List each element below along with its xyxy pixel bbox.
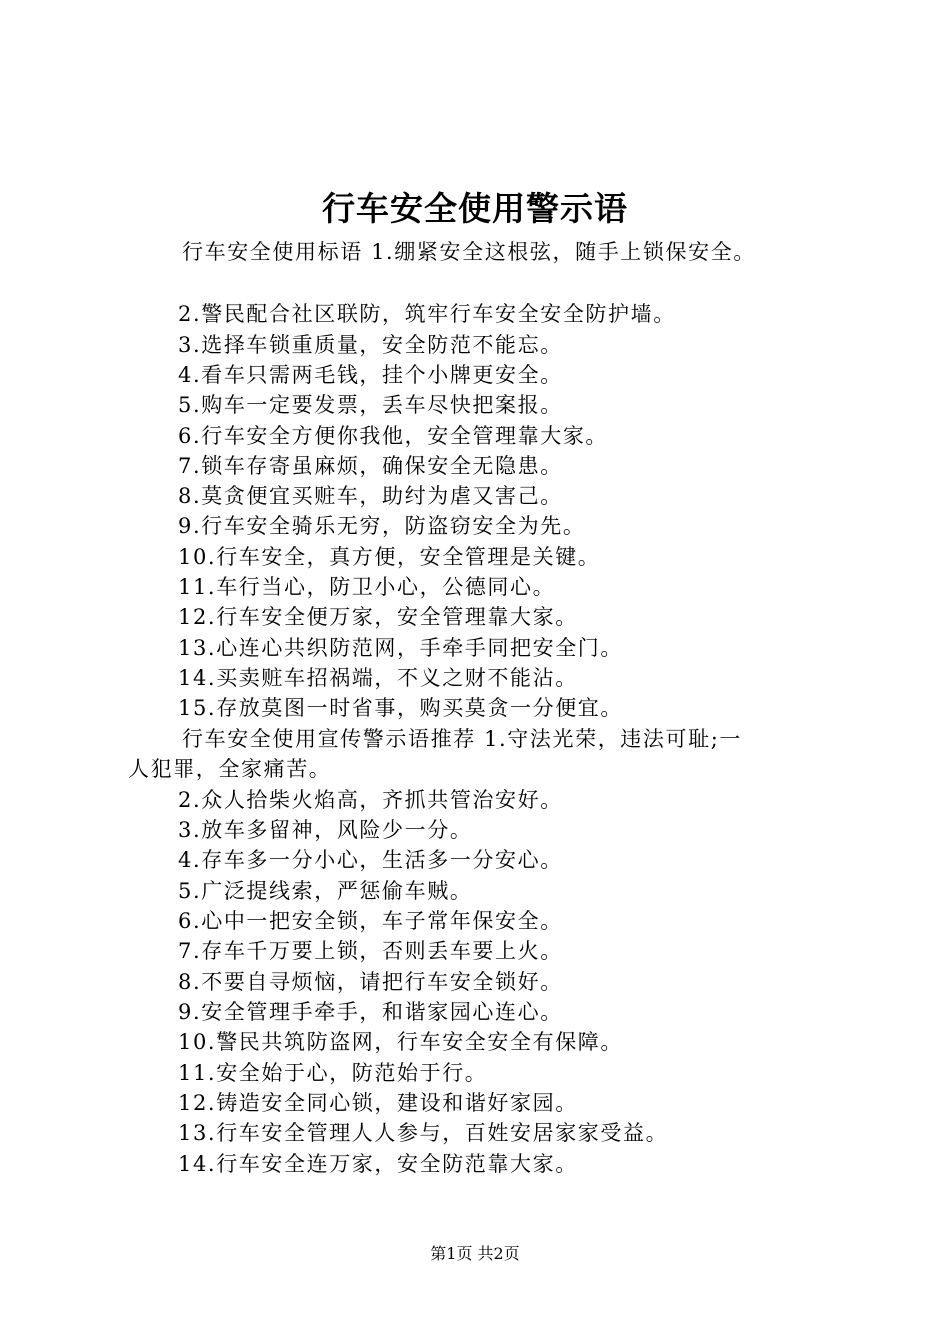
list-item: 6.行车安全方便你我他，安全管理靠大家。 [178,424,609,448]
list-item: 9.行车安全骑乐无穷，防盗窃安全为先。 [178,514,586,538]
list-item: 13.心连心共织防范网，手牵手同把安全门。 [178,636,623,660]
list-item: 12.铸造安全同心锁，建设和谐好家园。 [178,1091,578,1115]
list-item: 4.存车多一分小心，生活多一分安心。 [178,848,563,872]
list-item: 10.行车安全，真方便，安全管理是关键。 [178,545,601,569]
list-item: 14.买卖赃车招祸端，不义之财不能沾。 [178,666,578,690]
list-item: 13.行车安全管理人人参与，百姓安居家家受益。 [178,1121,669,1145]
list-item: 8.不要自寻烦恼，请把行车安全锁好。 [178,970,563,994]
list-item: 9.安全管理手牵手，和谐家园心连心。 [178,1000,563,1024]
list-item: 15.存放莫图一时省事，购买莫贪一分便宜。 [178,696,623,720]
list-item: 3.放车多留神，风险少一分。 [178,818,473,842]
section1-intro: 行车安全使用标语 1.绷紧安全这根弦，随手上锁保安全。 [182,240,756,264]
list-item: 11.车行当心，防卫小心，公德同心。 [178,575,556,599]
list-item: 4.看车只需两毛钱，挂个小牌更安全。 [178,363,563,387]
section2-intro: 行车安全使用宣传警示语推荐 1.守法光荣，违法可耻;一 [182,727,742,751]
document-title: 行车安全使用警示语 [322,189,628,228]
list-item: 10.警民共筑防盗网，行车安全安全有保障。 [178,1030,623,1054]
list-item: 5.购车一定要发票，丢车尽快把案报。 [178,393,563,417]
list-item: 2.警民配合社区联防，筑牢行车安全安全防护墙。 [178,302,676,326]
list-item: 5.广泛提线索，严惩偷车贼。 [178,879,473,903]
page-footer: 第1页 共2页 [430,1244,520,1263]
section2-intro-continued: 人犯罪，全家痛苦。 [128,757,332,781]
list-item: 7.锁车存寄虽麻烦，确保安全无隐患。 [178,454,563,478]
list-item: 7.存车千万要上锁，否则丢车要上火。 [178,939,563,963]
list-item: 12.行车安全便万家，安全管理靠大家。 [178,605,578,629]
list-item: 14.行车安全连万家，安全防范靠大家。 [178,1152,578,1176]
list-item: 3.选择车锁重质量，安全防范不能忘。 [178,333,563,357]
list-item: 6.心中一把安全锁，车子常年保安全。 [178,909,563,933]
list-item: 2.众人拾柴火焰高，齐抓共管治安好。 [178,788,563,812]
list-item: 8.莫贪便宜买赃车，助纣为虐又害己。 [178,484,563,508]
list-item: 11.安全始于心，防范始于行。 [178,1061,488,1085]
